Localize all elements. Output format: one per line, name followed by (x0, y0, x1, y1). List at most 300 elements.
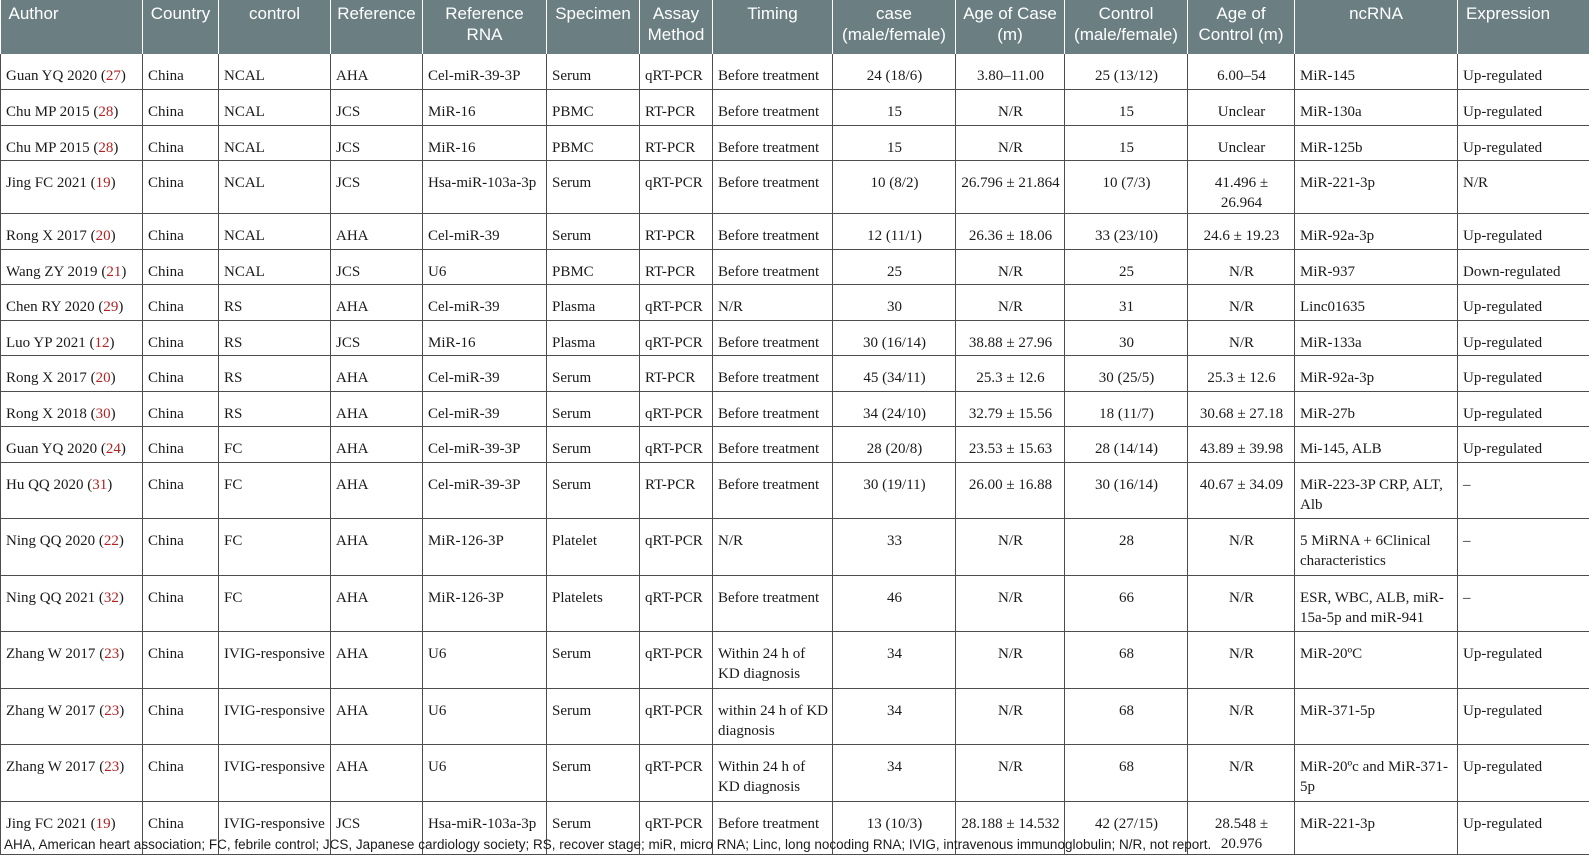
cell-assay: qRT-PCR (640, 391, 713, 427)
cell-timing: Before treatment (713, 356, 833, 392)
citation-link[interactable]: 28 (98, 139, 114, 156)
cell-reference-rna: U6 (423, 745, 547, 802)
header-cell-age-of-case: Age of Case (m) (956, 0, 1065, 54)
cell-specimen: Serum (547, 214, 640, 250)
cell-age-control: N/R (1188, 745, 1295, 802)
cell-reference: AHA (331, 214, 423, 250)
cell-expression: Up-regulated (1458, 688, 1589, 745)
cell-age-control: 28.548 ± 20.976 (1188, 801, 1295, 854)
cell-author: Zhang W 2017 (23) (1, 688, 143, 745)
cell-age-case: 32.79 ± 15.56 (956, 391, 1065, 427)
cell-age-case: N/R (956, 285, 1065, 321)
cell-assay: RT-PCR (640, 125, 713, 161)
cell-expression: Up-regulated (1458, 391, 1589, 427)
cell-assay: qRT-PCR (640, 801, 713, 854)
cell-reference-rna: U6 (423, 688, 547, 745)
table-footnote: AHA, American heart association; FC, febrile control; JCS, Japanese cardiology society; RS, recover stage; miR, micro RNA; Linc, long nocoding RNA; IVIG, intravenous immunoglobulin; N/R, not report. (4, 837, 1212, 852)
table-row (1, 125, 1589, 161)
cell-timing: within 24 h of KD diagnosis (713, 688, 833, 745)
author-name: Ning QQ 2020 (6, 533, 96, 549)
cell-age-case: 38.88 ± 27.96 (956, 320, 1065, 356)
author-name: Wang ZY 2019 (6, 263, 98, 280)
cell-author: Luo YP 2021 (12) (1, 320, 143, 356)
cell-reference: JCS (331, 801, 423, 854)
cell-expression: Down-regulated (1458, 249, 1589, 285)
table-row (1, 575, 1589, 632)
cell-country: China (143, 214, 219, 250)
cell-timing: N/R (713, 519, 833, 576)
cell-age-case: N/R (956, 90, 1065, 126)
cell-assay: qRT-PCR (640, 320, 713, 356)
cell-age-case: 3.80–11.00 (956, 54, 1065, 90)
cell-case: 46 (833, 575, 956, 632)
cell-assay: qRT-PCR (640, 54, 713, 90)
header-row (1, 0, 1589, 54)
author-name: Hu QQ 2020 (6, 476, 84, 493)
cell-ncrna: MiR-221-3p (1295, 801, 1458, 854)
cell-reference-rna: Hsa-miR-103a-3p (423, 801, 547, 854)
cell-reference-rna: Cel-miR-39 (423, 285, 547, 321)
cell-age-case: 26.36 ± 18.06 (956, 214, 1065, 250)
cell-expression: Up-regulated (1458, 90, 1589, 126)
citation-link[interactable]: 23 (104, 702, 120, 719)
citation-link[interactable]: 27 (105, 68, 121, 84)
author-name: Luo YP 2021 (6, 334, 86, 351)
citation-link[interactable]: 28 (98, 104, 114, 120)
cell-reference: AHA (331, 688, 423, 745)
cell-assay: RT-PCR (640, 356, 713, 392)
cell-author: Chen RY 2020 (29) (1, 285, 143, 321)
cell-country: China (143, 519, 219, 576)
cell-author: Jing FC 2021 (19) (1, 161, 143, 214)
cell-reference-rna: MiR-16 (423, 125, 547, 161)
cell-case: 24 (18/6) (833, 54, 956, 90)
cell-specimen: Serum (547, 54, 640, 90)
header-cell-country: Country (143, 0, 219, 54)
cell-control: FC (219, 575, 331, 632)
table-row (1, 427, 1589, 463)
cell-specimen: Serum (547, 801, 640, 854)
cell-country: China (143, 745, 219, 802)
cell-case: 25 (833, 249, 956, 285)
cell-case: 15 (833, 90, 956, 126)
header-cell-specimen: Specimen (547, 0, 640, 54)
cell-expression: – (1458, 519, 1589, 576)
header-cell-assay-method: Assay Method (640, 0, 713, 54)
author-name: Chu MP 2015 (6, 139, 90, 156)
cell-reference: JCS (331, 125, 423, 161)
cell-country: China (143, 320, 219, 356)
cell-author: Ning QQ 2020 (22) (1, 519, 143, 576)
cell-case: 13 (10/3) (833, 801, 956, 854)
citation-link[interactable]: 19 (95, 175, 111, 191)
cell-assay: RT-PCR (640, 249, 713, 285)
cell-control: IVIG-responsive (219, 632, 331, 689)
cell-control-n: 25 (1065, 249, 1188, 285)
cell-ncrna: MiR-937 (1295, 249, 1458, 285)
table-row (1, 214, 1589, 250)
citation-link[interactable]: 20 (95, 228, 111, 244)
cell-control-n: 28 (1065, 519, 1188, 576)
citation-link[interactable]: 19 (95, 815, 111, 832)
cell-assay: RT-PCR (640, 90, 713, 126)
cell-timing: Within 24 h of KD diagnosis (713, 745, 833, 802)
cell-timing: Before treatment (713, 161, 833, 214)
cell-expression: Up-regulated (1458, 427, 1589, 463)
cell-age-control: 24.6 ± 19.23 (1188, 214, 1295, 250)
header-cell-case: case (male/female) (833, 0, 956, 54)
cell-control-n: 18 (11/7) (1065, 391, 1188, 427)
author-name: Rong X 2017 (6, 370, 87, 386)
header-cell-control: control (219, 0, 331, 54)
table-row (1, 745, 1589, 802)
cell-reference-rna: Cel-miR-39-3P (423, 427, 547, 463)
table-row (1, 391, 1589, 427)
cell-timing: Before treatment (713, 249, 833, 285)
cell-age-control: 41.496 ± 26.964 (1188, 161, 1295, 214)
cell-case: 34 (833, 745, 956, 802)
cell-timing: N/R (713, 285, 833, 321)
table-row (1, 688, 1589, 745)
author-name: Chu MP 2015 (6, 104, 90, 120)
cell-control-n: 42 (27/15) (1065, 801, 1188, 854)
cell-control-n: 68 (1065, 688, 1188, 745)
cell-timing: Before treatment (713, 214, 833, 250)
cell-case: 30 (833, 285, 956, 321)
cell-timing: Before treatment (713, 462, 833, 519)
cell-country: China (143, 356, 219, 392)
cell-age-case: N/R (956, 519, 1065, 576)
cell-ncrna: MiR-133a (1295, 320, 1458, 356)
citation-link[interactable]: 24 (105, 441, 121, 457)
table-row (1, 519, 1589, 576)
cell-control-n: 25 (13/12) (1065, 54, 1188, 90)
header-cell-author: Author (1, 0, 143, 54)
table-row (1, 356, 1589, 392)
cell-specimen: Serum (547, 632, 640, 689)
cell-reference: AHA (331, 54, 423, 90)
cell-reference-rna: MiR-16 (423, 320, 547, 356)
table-row (1, 285, 1589, 321)
author-name: Guan YQ 2020 (6, 441, 98, 457)
cell-specimen: Serum (547, 391, 640, 427)
cell-specimen: Plasma (547, 285, 640, 321)
cell-country: China (143, 54, 219, 90)
table-row (1, 90, 1589, 126)
cell-country: China (143, 427, 219, 463)
cell-reference: JCS (331, 249, 423, 285)
cell-reference-rna: Cel-miR-39-3P (423, 462, 547, 519)
cell-expression: Up-regulated (1458, 320, 1589, 356)
cell-case: 34 (833, 688, 956, 745)
cell-control-n: 30 (1065, 320, 1188, 356)
table-row (1, 320, 1589, 356)
cell-control-n: 15 (1065, 125, 1188, 161)
cell-expression: Up-regulated (1458, 801, 1589, 854)
header-cell-timing: Timing (713, 0, 833, 54)
cell-ncrna: MiR-20ºC (1295, 632, 1458, 689)
cell-ncrna: MiR-223-3P CRP, ALT, Alb (1295, 462, 1458, 519)
cell-timing: Before treatment (713, 427, 833, 463)
author-name: Ning QQ 2021 (6, 589, 96, 606)
cell-ncrna: MiR-145 (1295, 54, 1458, 90)
cell-age-case: 25.3 ± 12.6 (956, 356, 1065, 392)
cell-control-n: 33 (23/10) (1065, 214, 1188, 250)
cell-case: 30 (19/11) (833, 462, 956, 519)
cell-country: China (143, 249, 219, 285)
cell-specimen: PBMC (547, 125, 640, 161)
cell-reference: AHA (331, 285, 423, 321)
cell-country: China (143, 90, 219, 126)
author-name: Zhang W 2017 (6, 646, 96, 662)
cell-reference-rna: U6 (423, 632, 547, 689)
cell-age-case: 28.188 ± 14.532 (956, 801, 1065, 854)
citation-link[interactable]: 21 (106, 263, 122, 280)
cell-control: FC (219, 462, 331, 519)
table-row (1, 161, 1589, 214)
cell-control: NCAL (219, 214, 331, 250)
cell-control: NCAL (219, 125, 331, 161)
cell-age-control: N/R (1188, 575, 1295, 632)
cell-author: Zhang W 2017 (23) (1, 745, 143, 802)
cell-timing: Before treatment (713, 125, 833, 161)
cell-age-control: 43.89 ± 39.98 (1188, 427, 1295, 463)
cell-assay: RT-PCR (640, 214, 713, 250)
cell-author: Jing FC 2021 (19) (1, 801, 143, 854)
cell-age-case: 26.796 ± 21.864 (956, 161, 1065, 214)
cell-age-control: Unclear (1188, 90, 1295, 126)
cell-case: 33 (833, 519, 956, 576)
citation-link[interactable]: 29 (103, 299, 119, 315)
cell-ncrna: MiR-27b (1295, 391, 1458, 427)
citation-link[interactable]: 22 (103, 533, 119, 549)
cell-reference-rna: MiR-126-3P (423, 519, 547, 576)
cell-specimen: Serum (547, 745, 640, 802)
cell-assay: RT-PCR (640, 462, 713, 519)
cell-expression: – (1458, 462, 1589, 519)
cell-age-control: Unclear (1188, 125, 1295, 161)
cell-expression: N/R (1458, 161, 1589, 214)
cell-author: Zhang W 2017 (23) (1, 632, 143, 689)
cell-ncrna: Mi-145, ALB (1295, 427, 1458, 463)
cell-author: Guan YQ 2020 (27) (1, 54, 143, 90)
author-name: Rong X 2018 (6, 405, 87, 422)
cell-reference: AHA (331, 356, 423, 392)
citation-link[interactable]: 30 (95, 405, 111, 422)
header-cell-control-count: Control (male/female) (1065, 0, 1188, 54)
cell-author: Chu MP 2015 (28) (1, 125, 143, 161)
citation-link[interactable]: 20 (95, 370, 111, 386)
cell-specimen: Platelet (547, 519, 640, 576)
citation-link[interactable]: 12 (94, 334, 110, 351)
cell-timing: Within 24 h of KD diagnosis (713, 632, 833, 689)
citation-link[interactable]: 32 (103, 589, 119, 606)
cell-expression: Up-regulated (1458, 285, 1589, 321)
cell-age-control: 25.3 ± 12.6 (1188, 356, 1295, 392)
cell-control-n: 30 (25/5) (1065, 356, 1188, 392)
cell-age-control: N/R (1188, 285, 1295, 321)
cell-author: Chu MP 2015 (28) (1, 90, 143, 126)
cell-age-control: N/R (1188, 632, 1295, 689)
cell-country: China (143, 688, 219, 745)
cell-age-control: 6.00–54 (1188, 54, 1295, 90)
cell-age-case: N/R (956, 575, 1065, 632)
author-name: Zhang W 2017 (6, 702, 96, 719)
cell-age-control: N/R (1188, 688, 1295, 745)
cell-control: IVIG-responsive (219, 688, 331, 745)
cell-reference: AHA (331, 427, 423, 463)
cell-country: China (143, 462, 219, 519)
cell-timing: Before treatment (713, 391, 833, 427)
cell-specimen: Platelets (547, 575, 640, 632)
cell-ncrna: MiR-221-3p (1295, 161, 1458, 214)
cell-expression: Up-regulated (1458, 356, 1589, 392)
cell-author: Ning QQ 2021 (32) (1, 575, 143, 632)
cell-control-n: 68 (1065, 632, 1188, 689)
cell-assay: qRT-PCR (640, 575, 713, 632)
cell-age-control: 40.67 ± 34.09 (1188, 462, 1295, 519)
cell-case: 15 (833, 125, 956, 161)
cell-reference: JCS (331, 90, 423, 126)
cell-age-control: N/R (1188, 519, 1295, 576)
cell-assay: qRT-PCR (640, 632, 713, 689)
cell-reference: JCS (331, 320, 423, 356)
cell-reference-rna: Hsa-miR-103a-3p (423, 161, 547, 214)
cell-control: FC (219, 427, 331, 463)
cell-reference: AHA (331, 391, 423, 427)
cell-age-case: 26.00 ± 16.88 (956, 462, 1065, 519)
cell-expression: Up-regulated (1458, 745, 1589, 802)
cell-age-case: N/R (956, 125, 1065, 161)
cell-control: FC (219, 519, 331, 576)
cell-reference: JCS (331, 161, 423, 214)
author-name: Jing FC 2021 (6, 815, 87, 832)
cell-reference: AHA (331, 632, 423, 689)
cell-reference-rna: MiR-126-3P (423, 575, 547, 632)
cell-timing: Before treatment (713, 54, 833, 90)
cell-control-n: 28 (14/14) (1065, 427, 1188, 463)
cell-assay: qRT-PCR (640, 427, 713, 463)
header-cell-reference: Reference (331, 0, 423, 54)
cell-specimen: Serum (547, 462, 640, 519)
cell-expression: Up-regulated (1458, 214, 1589, 250)
cell-specimen: Serum (547, 161, 640, 214)
cell-author: Guan YQ 2020 (24) (1, 427, 143, 463)
cell-reference: AHA (331, 519, 423, 576)
author-name: Chen RY 2020 (6, 299, 95, 315)
header-cell-age-of-control: Age of Control (m) (1188, 0, 1295, 54)
cell-control: RS (219, 320, 331, 356)
cell-expression: – (1458, 575, 1589, 632)
cell-reference-rna: MiR-16 (423, 90, 547, 126)
table-row (1, 632, 1589, 689)
cell-control-n: 15 (1065, 90, 1188, 126)
cell-reference-rna: Cel-miR-39 (423, 391, 547, 427)
cell-reference-rna: Cel-miR-39-3P (423, 54, 547, 90)
cell-expression: Up-regulated (1458, 632, 1589, 689)
cell-age-control: N/R (1188, 249, 1295, 285)
cell-age-case: N/R (956, 249, 1065, 285)
cell-control: RS (219, 285, 331, 321)
cell-specimen: Serum (547, 688, 640, 745)
cell-timing: Before treatment (713, 801, 833, 854)
cell-control: NCAL (219, 54, 331, 90)
cell-case: 45 (34/11) (833, 356, 956, 392)
cell-ncrna: 5 MiRNA + 6Clinical characteristics (1295, 519, 1458, 576)
cell-country: China (143, 161, 219, 214)
cell-reference-rna: U6 (423, 249, 547, 285)
cell-reference: AHA (331, 745, 423, 802)
cell-country: China (143, 285, 219, 321)
cell-specimen: PBMC (547, 90, 640, 126)
cell-ncrna: MiR-20ºc and MiR-371-5p (1295, 745, 1458, 802)
cell-reference: AHA (331, 462, 423, 519)
cell-case: 30 (16/14) (833, 320, 956, 356)
header-cell-expression: Expression (1458, 0, 1589, 54)
cell-specimen: Serum (547, 427, 640, 463)
cell-expression: Up-regulated (1458, 125, 1589, 161)
cell-reference-rna: Cel-miR-39 (423, 214, 547, 250)
cell-ncrna: MiR-125b (1295, 125, 1458, 161)
cell-ncrna: MiR-92a-3p (1295, 214, 1458, 250)
header-cell-reference-rna: Reference RNA (423, 0, 547, 54)
cell-specimen: Serum (547, 356, 640, 392)
cell-assay: qRT-PCR (640, 519, 713, 576)
cell-timing: Before treatment (713, 575, 833, 632)
cell-country: China (143, 125, 219, 161)
citation-link[interactable]: 23 (104, 759, 120, 775)
author-name: Rong X 2017 (6, 228, 87, 244)
table-row (1, 462, 1589, 519)
cell-expression: Up-regulated (1458, 54, 1589, 90)
cell-timing: Before treatment (713, 90, 833, 126)
cell-country: China (143, 575, 219, 632)
cell-ncrna: Linc01635 (1295, 285, 1458, 321)
cell-specimen: PBMC (547, 249, 640, 285)
citation-link[interactable]: 31 (92, 476, 108, 493)
cell-control-n: 30 (16/14) (1065, 462, 1188, 519)
cell-age-control: N/R (1188, 320, 1295, 356)
citation-link[interactable]: 23 (104, 646, 120, 662)
table-body (1, 54, 1589, 854)
cell-assay: qRT-PCR (640, 161, 713, 214)
cell-control-n: 10 (7/3) (1065, 161, 1188, 214)
cell-control: RS (219, 391, 331, 427)
cell-ncrna: MiR-130a (1295, 90, 1458, 126)
author-name: Jing FC 2021 (6, 175, 87, 191)
cell-author: Rong X 2018 (30) (1, 391, 143, 427)
cell-country: China (143, 632, 219, 689)
cell-ncrna: MiR-92a-3p (1295, 356, 1458, 392)
table-row (1, 54, 1589, 90)
cell-control-n: 31 (1065, 285, 1188, 321)
cell-assay: qRT-PCR (640, 745, 713, 802)
cell-control: NCAL (219, 249, 331, 285)
cell-reference-rna: Cel-miR-39 (423, 356, 547, 392)
cell-reference: AHA (331, 575, 423, 632)
cell-author: Rong X 2017 (20) (1, 356, 143, 392)
cell-case: 28 (20/8) (833, 427, 956, 463)
cell-ncrna: MiR-371-5p (1295, 688, 1458, 745)
cell-author: Hu QQ 2020 (31) (1, 462, 143, 519)
cell-case: 34 (833, 632, 956, 689)
cell-control-n: 68 (1065, 745, 1188, 802)
cell-author: Rong X 2017 (20) (1, 214, 143, 250)
cell-country: China (143, 801, 219, 854)
cell-age-case: N/R (956, 688, 1065, 745)
cell-control: NCAL (219, 90, 331, 126)
cell-author: Wang ZY 2019 (21) (1, 249, 143, 285)
